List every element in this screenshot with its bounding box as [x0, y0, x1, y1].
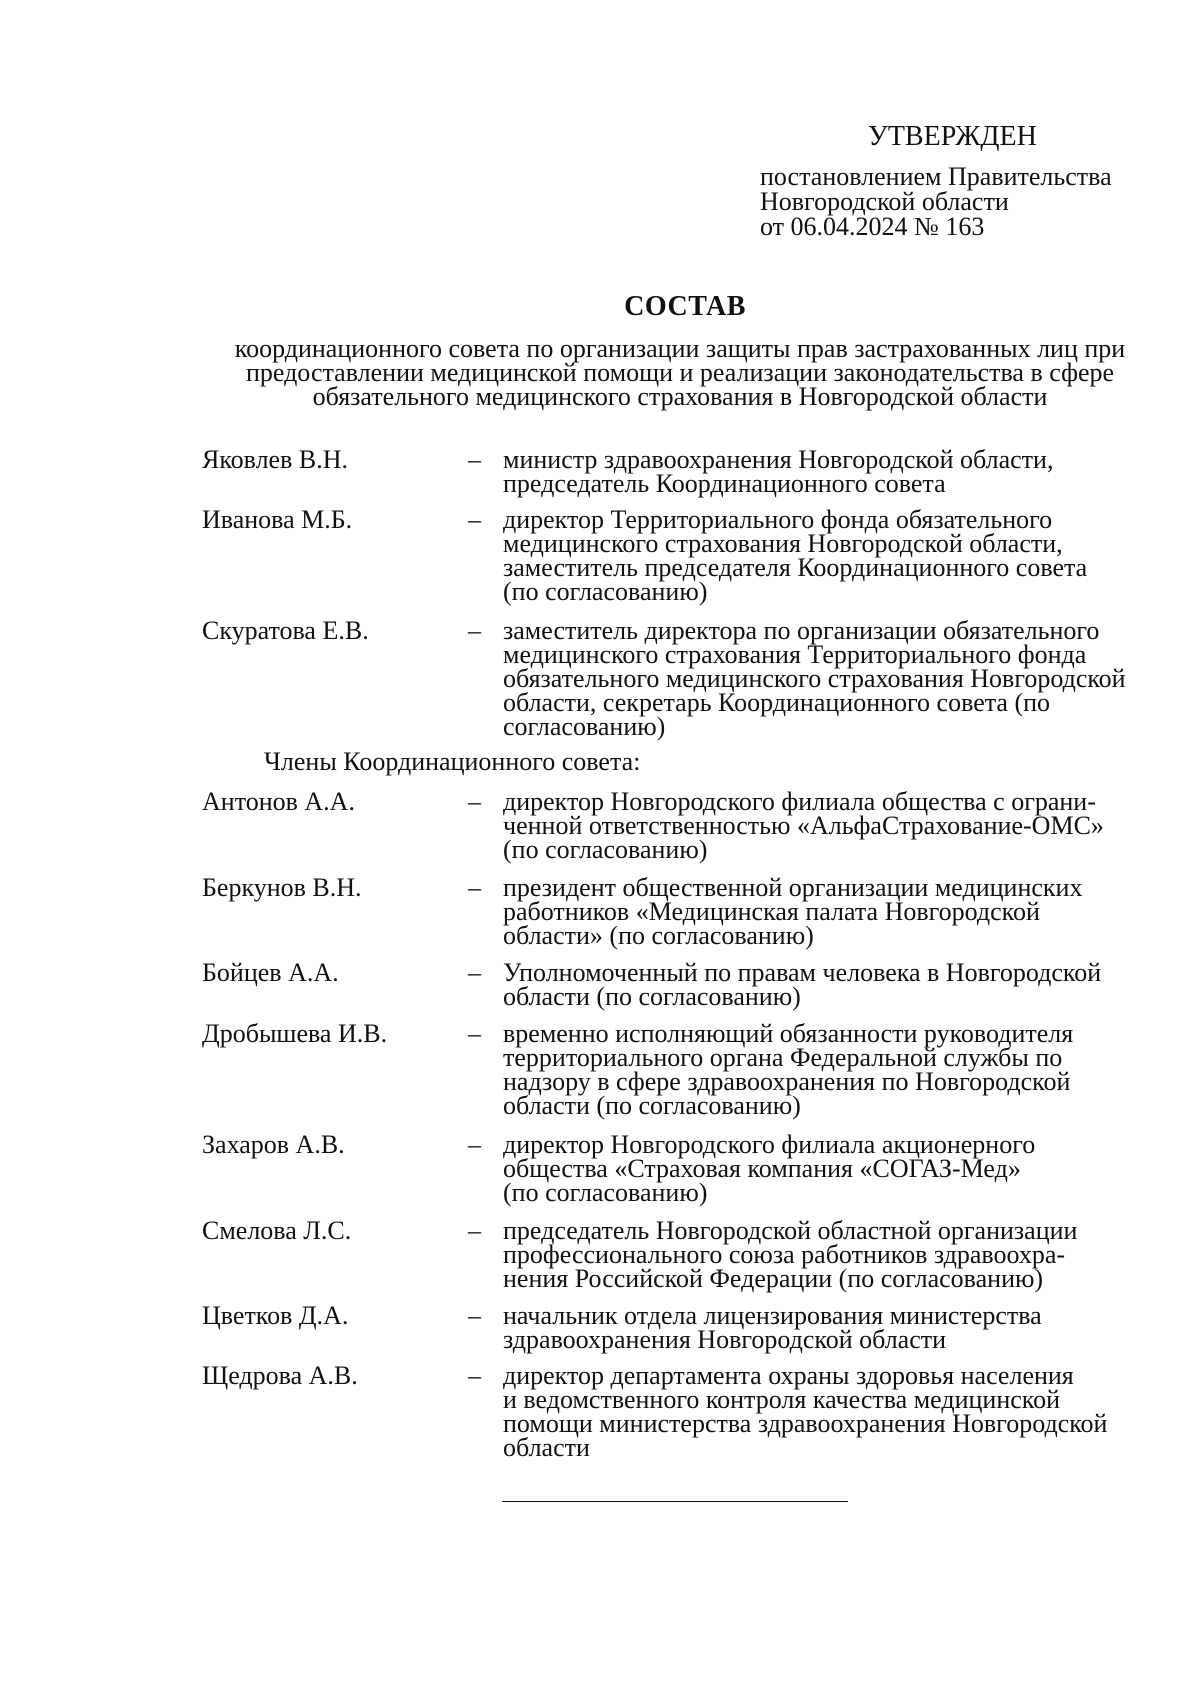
member-role	[503, 616, 1168, 741]
role-line: медицинского страхования Территориального фонда	[503, 640, 1087, 669]
role-line: директор Новгородского филиала общества с ограни-	[503, 787, 1096, 816]
role-line: директор Территориального фонда обязательного	[503, 505, 1053, 534]
role-line: заместитель директора по организации обязательного	[503, 616, 1100, 645]
role-line: нения Российской Федерации (по согласованию)	[503, 1264, 1044, 1293]
role-line: территориального органа Федеральной службы по	[503, 1043, 1063, 1072]
member-role	[503, 1130, 1168, 1207]
member-role	[503, 958, 1168, 1011]
member-dash: –	[468, 505, 481, 534]
role-line: профессионального союза работников здравоохра-	[503, 1240, 1066, 1269]
member-dash: –	[468, 1216, 481, 1245]
member-name: Яковлев В.Н.	[202, 445, 348, 474]
subtitle-line: координационного совета по организации защиты прав застрахованных лиц при	[234, 334, 1126, 363]
role-line: директор департамента охраны здоровья населения	[503, 1361, 1074, 1390]
role-line: области (по согласованию)	[503, 982, 801, 1011]
member-dash: –	[468, 958, 481, 987]
role-line: министр здравоохранения Новгородской области,	[503, 445, 1054, 474]
member-name: Беркунов В.Н.	[202, 873, 362, 902]
member-role	[503, 1301, 1168, 1354]
role-line: работников «Медицинская палата Новгородской	[503, 897, 1040, 926]
role-line: и ведомственного контроля качества медицинской	[503, 1385, 1061, 1414]
member-name: Дробышева И.В.	[202, 1019, 388, 1048]
role-line: области	[503, 1433, 590, 1462]
member-name: Щедрова А.В.	[202, 1361, 358, 1390]
member-role	[503, 873, 1168, 950]
role-line: председатель Новгородской областной организации	[503, 1216, 1078, 1245]
approval-title: УТВЕРЖДЕН	[868, 121, 1037, 152]
role-line: обязательного медицинского страхования Новгородской	[503, 664, 1126, 693]
approval-details	[760, 164, 1112, 239]
member-role	[503, 787, 1168, 864]
member-dash: –	[468, 1130, 481, 1159]
member-name: Смелова Л.С.	[202, 1216, 352, 1245]
role-line: временно исполняющий обязанности руководителя	[503, 1019, 1074, 1048]
member-name: Цветков Д.А.	[202, 1301, 349, 1330]
member-dash: –	[468, 1361, 481, 1390]
member-role	[503, 1216, 1168, 1293]
role-line: (по согласованию)	[503, 1178, 708, 1207]
member-dash: –	[468, 873, 481, 902]
member-name: Бойцев А.А.	[202, 958, 339, 987]
member-dash: –	[468, 616, 481, 645]
member-name: Иванова М.Б.	[202, 505, 353, 534]
role-line: директор Новгородского филиала акционерного	[503, 1130, 1036, 1159]
role-line: председатель Координационного совета	[503, 469, 946, 498]
member-name: Скуратова Е.В.	[202, 616, 369, 645]
subtitle-line: обязательного медицинского страхования в Новгородской области	[312, 382, 1048, 411]
member-dash: –	[468, 787, 481, 816]
approval-line: от 06.04.2024 № 163	[760, 212, 985, 241]
role-line: заместитель председателя Координационного совета	[503, 553, 1088, 582]
end-divider	[502, 1501, 848, 1502]
role-line: начальник отдела лицензирования министерства	[503, 1301, 1042, 1330]
member-name: Антонов А.А.	[202, 787, 355, 816]
document-title: СОСТАВ	[624, 291, 746, 322]
role-line: согласованию)	[503, 712, 666, 741]
approval-line: Новгородской области	[760, 187, 1009, 216]
role-line: области, секретарь Координационного совета (по	[503, 688, 1051, 717]
member-role	[503, 505, 1168, 606]
members-heading: Члены Координационного совета:	[264, 747, 641, 776]
member-dash: –	[468, 1301, 481, 1330]
role-line: Уполномоченный по правам человека в Новгородской	[503, 958, 1102, 987]
member-role	[503, 445, 1168, 498]
role-line: президент общественной организации медицинских	[503, 873, 1083, 902]
role-line: (по согласованию)	[503, 835, 708, 864]
role-line: (по согласованию)	[503, 577, 708, 606]
member-dash: –	[468, 445, 481, 474]
role-line: надзору в сфере здравоохранения по Новгородской	[503, 1067, 1071, 1096]
member-name: Захаров А.В.	[202, 1130, 345, 1159]
document-subtitle	[200, 334, 1160, 411]
approval-line: постановлением Правительства	[760, 162, 1112, 191]
member-role	[503, 1361, 1168, 1462]
role-line: области» (по согласованию)	[503, 921, 814, 950]
member-role	[503, 1019, 1168, 1120]
role-line: здравоохранения Новгородской области	[503, 1325, 947, 1354]
role-line: ченной ответственностью «АльфаСтрахование-ОМС»	[503, 811, 1104, 840]
role-line: медицинского страхования Новгородской области,	[503, 529, 1063, 558]
role-line: общества «Страховая компания «СОГАЗ-Мед»	[503, 1154, 1021, 1183]
member-dash: –	[468, 1019, 481, 1048]
role-line: области (по согласованию)	[503, 1091, 801, 1120]
subtitle-line: предоставлении медицинской помощи и реализации законодательства в сфере	[245, 358, 1115, 387]
role-line: помощи министерства здравоохранения Новгородской	[503, 1409, 1108, 1438]
